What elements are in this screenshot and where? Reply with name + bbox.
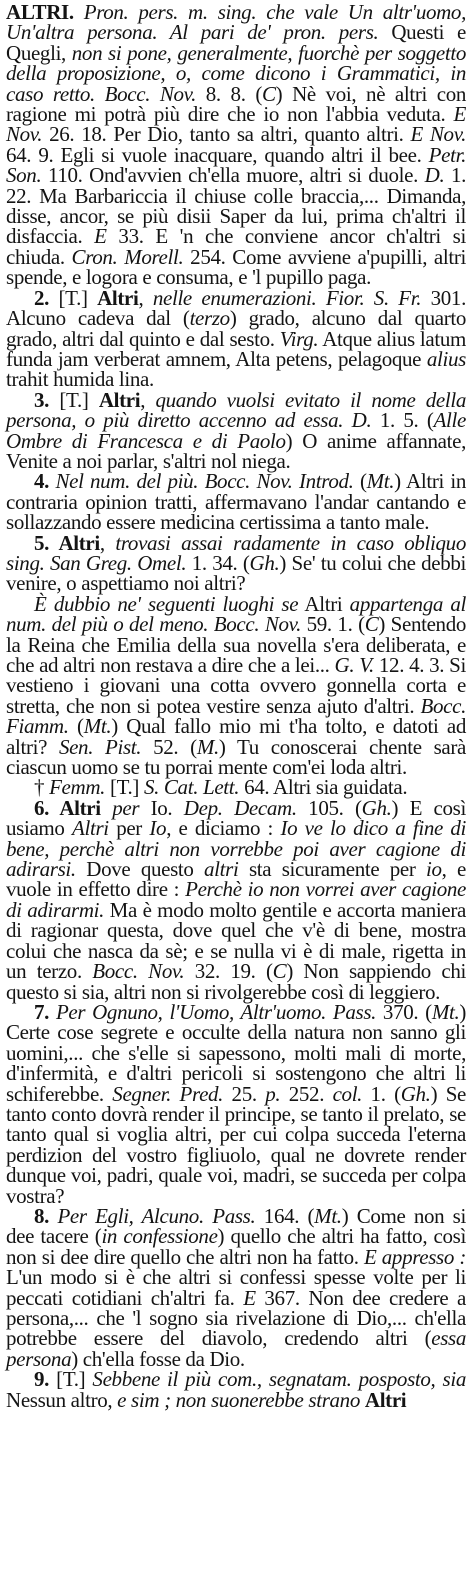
italic-run: E Nov.: [410, 122, 467, 147]
text-run: 1. 5. (: [371, 408, 434, 433]
entry-paragraph-sense-9: [6, 1369, 466, 1410]
italic-run: Bocc. Fiamm.: [6, 693, 466, 739]
text-run: 110. Ond'avvien ch'ella muore, altri si duole.: [41, 163, 425, 188]
text-run: 32. 19. (: [184, 959, 273, 984]
bold-run: 7.: [34, 999, 50, 1024]
italic-run: nelle enumerazioni. Fior. S. Fr.: [152, 285, 422, 310]
italic-run: appartenga al num. del più o del meno. Bocc. Nov.: [6, 591, 466, 637]
italic-run: Nel num. del più. Bocc. Nov. Introd.: [49, 469, 354, 494]
text-run: ) ch'ella fosse da Dio.: [71, 1346, 245, 1371]
text-run: ) Sentendo la Reina che Emilia della sua novella s'era deliberata, e che ad altri non restava a dire che a lei...: [6, 612, 466, 677]
bold-run: 3.: [34, 387, 50, 412]
text-run: trahit humida lina.: [6, 367, 154, 392]
italic-run: Alle Ombre di Francesca e di Paolo: [6, 408, 466, 453]
text-run: [T.]: [49, 285, 98, 310]
text-run: per: [108, 816, 150, 841]
italic-run: p.: [265, 1081, 281, 1106]
text-run: ) O anime affannate, Venite a noi parlar, s'altri nol niega.: [6, 428, 467, 473]
italic-run: D.: [424, 163, 445, 188]
text-run: L'un modo si è che altri si confessi spesse volte per li peccati cotidiani ch'altri fa.: [6, 1265, 466, 1310]
text-run: Nessun altro,: [6, 1387, 118, 1412]
italic-run: Mt.: [314, 1203, 342, 1228]
text-run: †: [34, 775, 50, 800]
italic-run: Gh.: [361, 795, 392, 820]
text-run: ,: [99, 530, 116, 555]
bold-run: 8.: [34, 1203, 50, 1228]
italic-run: Femm.: [49, 775, 106, 800]
text-run: sta sicuramente per: [238, 857, 427, 882]
italic-run: C: [272, 959, 287, 984]
italic-run: essa persona: [6, 1326, 466, 1371]
italic-run: e sim ; non suonerebbe strano: [117, 1387, 360, 1412]
dictionary-entry-column: [6, 2, 466, 1410]
italic-run: Mt.: [431, 999, 460, 1024]
italic-run: Mt.: [83, 714, 112, 739]
text-run: ) E così usiamo: [6, 795, 466, 841]
text-run: ) Se tanto conto dovrà render il principe, se tanto il prelato, se tanto qual si voglia altri, per cui colpa succeda l'eterna perdizion del vostro figliuolo, qual ne dovrete render dunque voi, padri, quale voi, madri, se succeda per colpa vostra?: [6, 1081, 466, 1208]
entry-paragraph-sense-3: [6, 387, 467, 473]
italic-run: E appresso :: [363, 1244, 466, 1269]
bold-run: ALTRI.: [6, 0, 74, 24]
bold-run: 9.: [34, 1367, 50, 1392]
text-run: ) Certe cose segrete e occulte della natura non sanno gli uomini,... che s'elle si sapessono, molti mali di morte, d'infermità, e d'altri pericoli si sostengono che altri li schiferebbe.: [6, 999, 466, 1106]
entry-paragraph-sense-2: [6, 285, 466, 392]
entry-paragraph-sense-4: [6, 469, 466, 535]
text-run: 64. Altri sia guidata.: [239, 775, 408, 800]
italic-run: M.: [196, 734, 219, 759]
italic-run: trovasi assai radamente in caso obliquo sing. San Greg. Omel.: [6, 530, 466, 575]
italic-run: Mt.: [366, 469, 395, 494]
italic-run: Virg.: [279, 326, 319, 351]
text-run: ) quello che altri ha fatto, così non si dee dire quello che altri non ha fatto.: [6, 1224, 466, 1269]
text-run: 26. 18. Per Dio, tanto sa altri, quanto altri.: [42, 122, 411, 147]
text-run: Ma è modo molto gentile e accorta maniera di ragionar questa, dove quel che v'è di bene, mostra colui che nasca da sè; e se nulla vi è di male, rigetta in un terzo.: [6, 897, 466, 984]
entry-paragraph-sense-5: [6, 530, 467, 596]
text-run: 64. 9. Egli si vuole inacquare, quando altri il bee.: [6, 142, 429, 167]
text-run: (: [353, 469, 367, 494]
text-run: ) Se' tu colui che debbi venire, o aspettiamo noi altri?: [6, 550, 467, 596]
italic-run: C: [364, 612, 379, 637]
italic-run: E Nov.: [6, 102, 466, 147]
entry-paragraph-sense-8: [6, 1203, 466, 1371]
text-run: 52. (: [141, 734, 197, 759]
text-run: Dove questo: [75, 857, 205, 882]
italic-run: Per Egli, Alcuno. Pass.: [49, 1203, 256, 1228]
text-run: ) Altri in contraria opinion tratti, affermavano l'andar cantando e sollazzando essere medicina certissima a tanto male.: [6, 469, 466, 535]
italic-run: per: [100, 795, 140, 820]
text-run: [T.]: [49, 1367, 93, 1392]
italic-run: quando vuolsi evitato il nome della persona, o più diretto accenno ad essa. D.: [6, 387, 467, 433]
text-run: Io.: [139, 795, 184, 820]
text-run: 25.: [223, 1081, 266, 1106]
text-run: , e diciamo :: [166, 816, 281, 841]
text-run: Questi e Quegli,: [6, 20, 467, 65]
text-run: ) Non sappiendo chi questo si sia, altri non si rivolgerebbe così di leggiero.: [6, 959, 466, 1004]
entry-paragraph-feminine: [6, 775, 466, 800]
bold-run: Altri: [98, 387, 141, 412]
text-run: ,: [140, 387, 156, 412]
italic-run: Segner. Pred.: [112, 1081, 224, 1106]
italic-run: C: [262, 81, 276, 106]
italic-run: altri: [204, 857, 239, 882]
italic-run: E: [243, 1285, 256, 1310]
entry-paragraph-sense-6: [6, 795, 467, 1004]
italic-run: S. Cat. Lett.: [143, 775, 240, 800]
bold-run: Altri: [364, 1387, 407, 1412]
italic-run: Dep. Decam.: [183, 795, 297, 820]
text-run: 252.: [280, 1081, 333, 1106]
italic-run: Io: [149, 816, 167, 841]
italic-run: alius: [426, 346, 466, 371]
text-run: ) Qual fallo mio mi t'ha tolto, e datoti ad altri?: [6, 714, 467, 759]
italic-run: Bocc. Nov.: [92, 959, 185, 984]
text-run: 12. 4. 3. Si vestieno i giovani una cotta ovvero gonnella corta e stretta, che non si potea vestire senza ajuto d'altri.: [6, 653, 466, 718]
italic-run: Sebbene il più com., segnatam. posposto, sia: [92, 1367, 467, 1392]
italic-run: Perchè io non vorrei aver cagione di adirarmi.: [6, 877, 466, 922]
text-run: ,: [138, 285, 153, 310]
text-run: 33. E 'n che conviene ancor ch'altri si chiuda.: [6, 224, 466, 269]
text-run: ) Tu conoscerai chente sarà ciascun uomo se tu porrai mente com'ei loda altri.: [6, 734, 466, 780]
italic-run: terzo: [189, 306, 230, 331]
bold-run: 2.: [34, 285, 50, 310]
italic-run: non si pone, generalmente, fuorchè per soggetto della proposizione, o, come dicono i Grammatici, in caso retto. Bocc. Nov.: [6, 40, 466, 106]
italic-run: Cron. Morell.: [71, 244, 184, 269]
text-run: , e vuole in effetto dire :: [6, 857, 466, 902]
italic-run: Gh.: [400, 1081, 431, 1106]
italic-run: io: [426, 857, 442, 882]
italic-run: in confessione: [101, 1224, 218, 1249]
text-run: 59. 1. (: [301, 612, 365, 637]
bold-run: 5. Altri: [34, 530, 100, 555]
text-run: 254. Come avviene a'pupilli, altri spende, e logora e consuma, e 'l pupillo paga.: [6, 244, 466, 290]
entry-paragraph-sense-5-doubt: [6, 591, 467, 780]
text-run: [T.]: [49, 387, 99, 412]
text-run: (: [68, 714, 84, 739]
italic-run: Pron. pers. m. sing. che vale Un altr'uomo, Un'altra persona. Al pari de' pron. pers.: [6, 0, 466, 45]
entry-paragraph-sense-7: [6, 999, 466, 1208]
bold-run: 4.: [34, 469, 50, 494]
text-run: 164. (: [255, 1203, 315, 1228]
text-run: 8. 8. (: [195, 81, 262, 106]
italic-run: G. V.: [334, 653, 374, 677]
text-run: 301. Alcuno cadeva dal (: [6, 285, 466, 331]
italic-run: Petr. Son.: [6, 142, 466, 188]
italic-run: Sen. Pist.: [58, 734, 142, 759]
text-run: ) grado, alcuno dal quarto grado, altri dal quinto e dal sesto.: [6, 306, 466, 351]
text-run: 370. (: [376, 999, 432, 1024]
text-run: ) Come non si dee tacere (: [6, 1203, 466, 1249]
italic-run: Io ve lo dico a fine di bene, perchè altri non vorrebbe poi aver cagione di adirarsi.: [6, 816, 467, 882]
text-run: 1. 34. (: [186, 550, 250, 575]
text-run: 1. (: [362, 1081, 401, 1106]
italic-run: E: [94, 224, 107, 249]
text-run: 105. (: [296, 795, 362, 820]
italic-run: Gh.: [249, 550, 280, 575]
italic-run: Altri: [72, 816, 109, 841]
text-run: Altri: [298, 591, 350, 616]
text-run: 367. Non dee credere a persona,... che 'l sogno sia rivelazione di Dio,... ch'ella potrebbe essere del diavolo, credendo altri (: [6, 1285, 466, 1351]
entry-paragraph-definition: [6, 2, 466, 288]
italic-run: col.: [332, 1081, 363, 1106]
italic-run: Per Ognuno, l'Uomo, Altr'uomo. Pass.: [49, 999, 377, 1024]
text-run: ) Nè voi, nè altri con ragione mi potrà più dire che io non l'abbia veduta.: [6, 81, 467, 127]
bold-run: 6. Altri: [34, 795, 101, 820]
bold-run: Altri: [97, 285, 139, 310]
text-run: [T.]: [105, 775, 144, 800]
text-run: 1. 22. Ma Barbariccia il chiuse colle braccia,... Dimanda, disse, ancor, se più disii Saper da lui, prima ch'altri il disfaccia.: [6, 163, 466, 249]
italic-run: È dubbio ne' seguenti luoghi se: [34, 591, 299, 616]
text-run: Atque alius latum funda jam verberat amnem, Alta petens, pelagoque: [6, 326, 466, 371]
